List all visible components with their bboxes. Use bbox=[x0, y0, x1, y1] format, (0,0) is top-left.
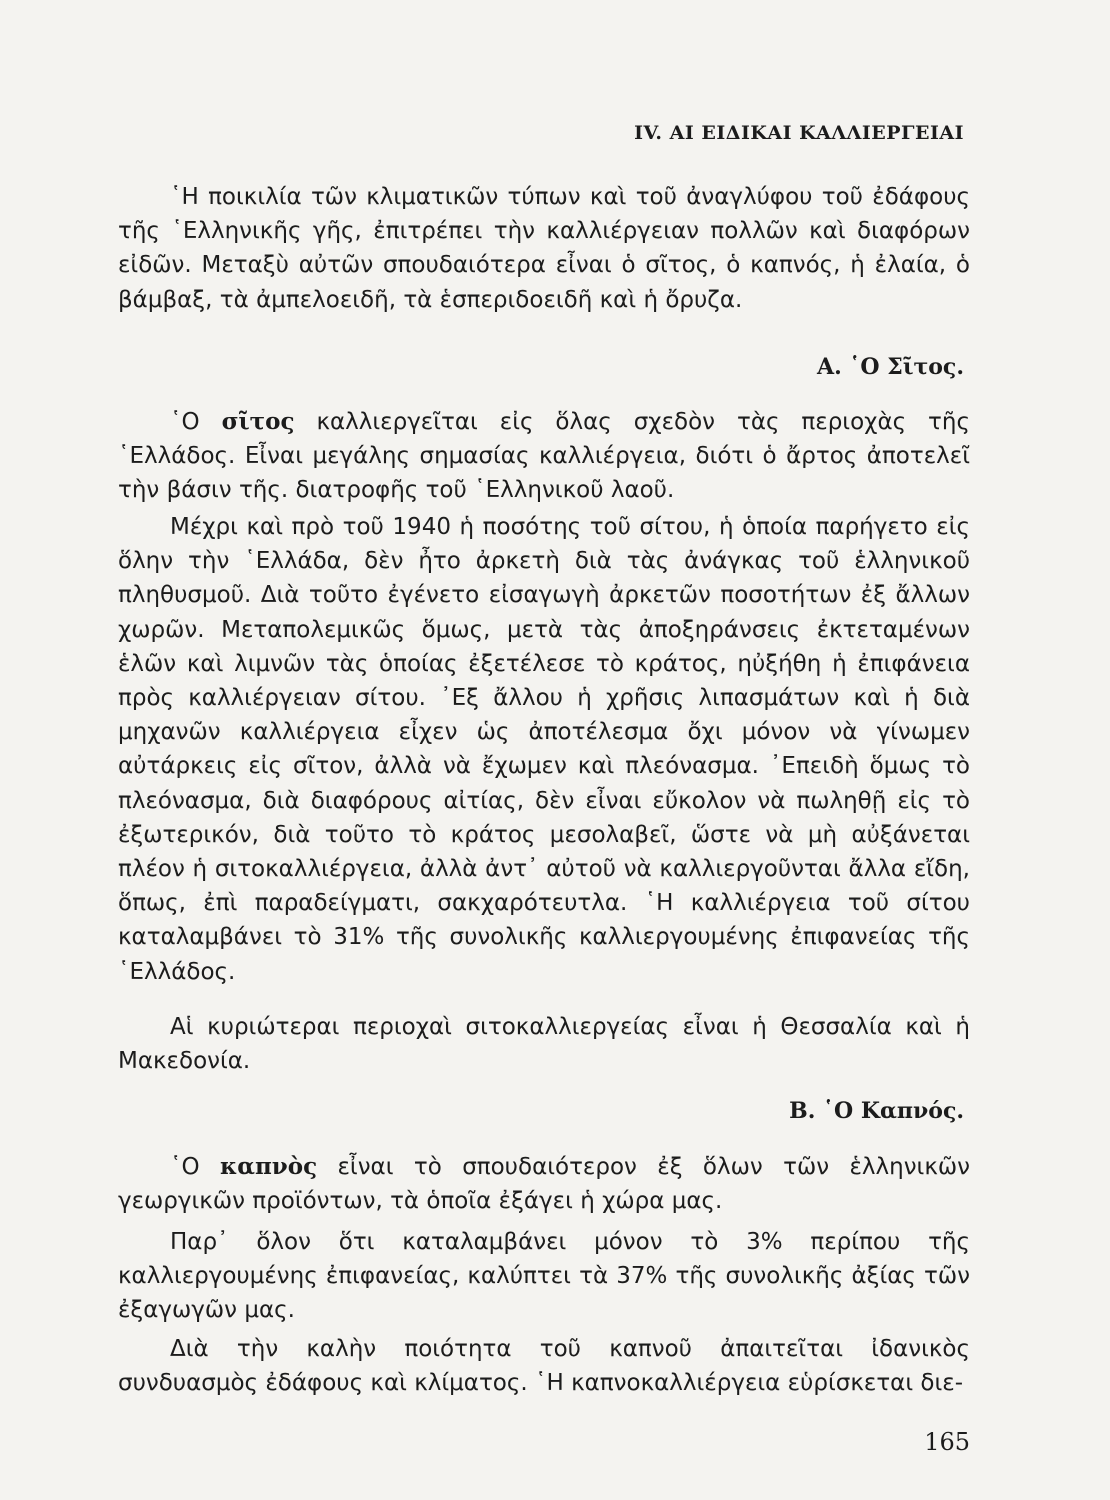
section-b-heading: Β. ῾Ο Καπνός. bbox=[789, 1098, 964, 1124]
keyword-kapnos: καπνὸς bbox=[220, 1153, 318, 1180]
section-a-p1-start: ῾Ο bbox=[170, 409, 222, 435]
section-a-paragraph-3: Αἱ κυριώτεραι περιοχαὶ σιτοκαλλιεργείας εἶναι ἡ Θεσσαλία καὶ ἡ Μακεδονία. bbox=[118, 1014, 970, 1075]
section-b-p1-rest: εἶναι τὸ σπουδαιότερον ἐξ ὅλων τῶν ἑλληνικῶν γεωργικῶν προϊόντων, τὰ ὁποῖα ἐξάγει ἡ χώρα μας. bbox=[118, 1154, 970, 1215]
section-b-paragraph-2: Παρ᾿ ὅλον ὅτι καταλαμβάνει μόνον τὸ 3% περίπου τῆς καλλιεργουμένης ἐπιφανείας, καλύπτει τὰ 37% τῆς συνολικῆς ἀξίας τῶν ἐξαγωγῶν μας. bbox=[118, 1229, 970, 1324]
chapter-title: IV. ΑΙ ΕΙΔΙΚΑΙ ΚΑΛΛΙΕΡΓΕΙΑΙ bbox=[634, 122, 964, 144]
section-a-heading: Α. ῾Ο Σῖτος. bbox=[817, 354, 964, 380]
section-a-paragraph-2: Μέχρι καὶ πρὸ τοῦ 1940 ἡ ποσότης τοῦ σίτου, ἡ ὁποία παρήγετο εἰς ὅλην τὴν ῾Ελλάδα, δὲν ἦτο ἀρκετὴ διὰ τὰς ἀνάγκας τοῦ ἑλληνικοῦ πληθυσμοῦ. Διὰ τοῦτο ἐγένετο εἰσαγωγὴ ἀρκετῶν ποσοτήτων ἐξ ἄλλων χωρῶν. Μεταπολεμικῶς ὅμως, μετὰ τὰς ἀποξηράνσεις ἐκτεταμένων ἑλῶν καὶ λιμνῶν τὰς ὁποίας ἐξετέλεσε τὸ κράτος, ηὐξήθη ἡ ἐπιφάνεια πρὸς καλλιέργειαν σίτου. ᾿Εξ ἄλλου ἡ χρῆσις λιπασμάτων καὶ ἡ διὰ μηχανῶν καλλιέργεια εἶχεν ὡς ἀποτέλεσμα ὄχι μόνον νὰ γίνωμεν αὐτάρκεις εἰς σῖτον, ἀλλὰ νὰ ἔχωμεν καὶ πλεόνασμα. ᾿Επειδὴ ὅμως τὸ πλεόνασμα, διὰ διαφόρους αἰτίας, δὲν εἶναι εὔκολον νὰ πωληθῇ εἰς τὸ ἐξωτερικόν, διὰ τοῦτο τὸ κράτος μεσολαβεῖ, ὥστε νὰ μὴ αὐξάνεται πλέον ἡ σιτοκαλλιέργεια, ἀλλὰ ἀντ᾿ αὐτοῦ νὰ καλλιεργοῦνται ἄλλα εἴδη, ὅπως, ἐπὶ παραδείγματι, σακχαρότευτλα. ῾Η καλλιέργεια τοῦ σίτου καταλαμβάνει τὸ 31% τῆς συνολικῆς καλλιεργουμένης ἐπιφανείας τῆς ῾Ελλάδος. bbox=[118, 514, 970, 985]
keyword-sitos: σῖτος bbox=[221, 408, 295, 435]
page-number: 165 bbox=[924, 1428, 970, 1456]
section-b-p1-start: ῾Ο bbox=[170, 1154, 220, 1180]
section-b-paragraph-3: Διὰ τὴν καλὴν ποιότητα τοῦ καπνοῦ ἀπαιτεῖται ἰδανικὸς συνδυασμὸς ἐδάφους καὶ κλίματος. ῾Η καπνοκαλλιέργεια εὑρίσκεται διε- bbox=[118, 1336, 970, 1397]
section-a-paragraph-1 bbox=[118, 405, 970, 508]
intro-paragraph: ῾Η ποικιλία τῶν κλιματικῶν τύπων καὶ τοῦ ἀναγλύφου τοῦ ἐδάφους τῆς ῾Ελληνικῆς γῆς, ἐπιτρέπει τὴν καλλιέργειαν πολλῶν καὶ διαφόρων εἰδῶν. Μεταξὺ αὐτῶν σπουδαιότερα εἶναι ὁ σῖτος, ὁ καπνός, ἡ ἐλαία, ὁ βάμβαξ, τὰ ἀμπελοειδῆ, τὰ ἑσπεριδοειδῆ καὶ ἡ ὄρυζα. bbox=[118, 184, 970, 313]
section-b-paragraph-1 bbox=[118, 1150, 970, 1218]
section-a-p1-rest: καλλιεργεῖται εἰς ὅλας σχεδὸν τὰς περιοχὰς τῆς ῾Ελλάδος. Εἶναι μεγάλης σημασίας καλλιέργεια, διότι ὁ ἄρτος ἀποτελεῖ τὴν βάσιν τῆς. διατροφῆς τοῦ ῾Ελληνικοῦ λαοῦ. bbox=[118, 409, 970, 504]
